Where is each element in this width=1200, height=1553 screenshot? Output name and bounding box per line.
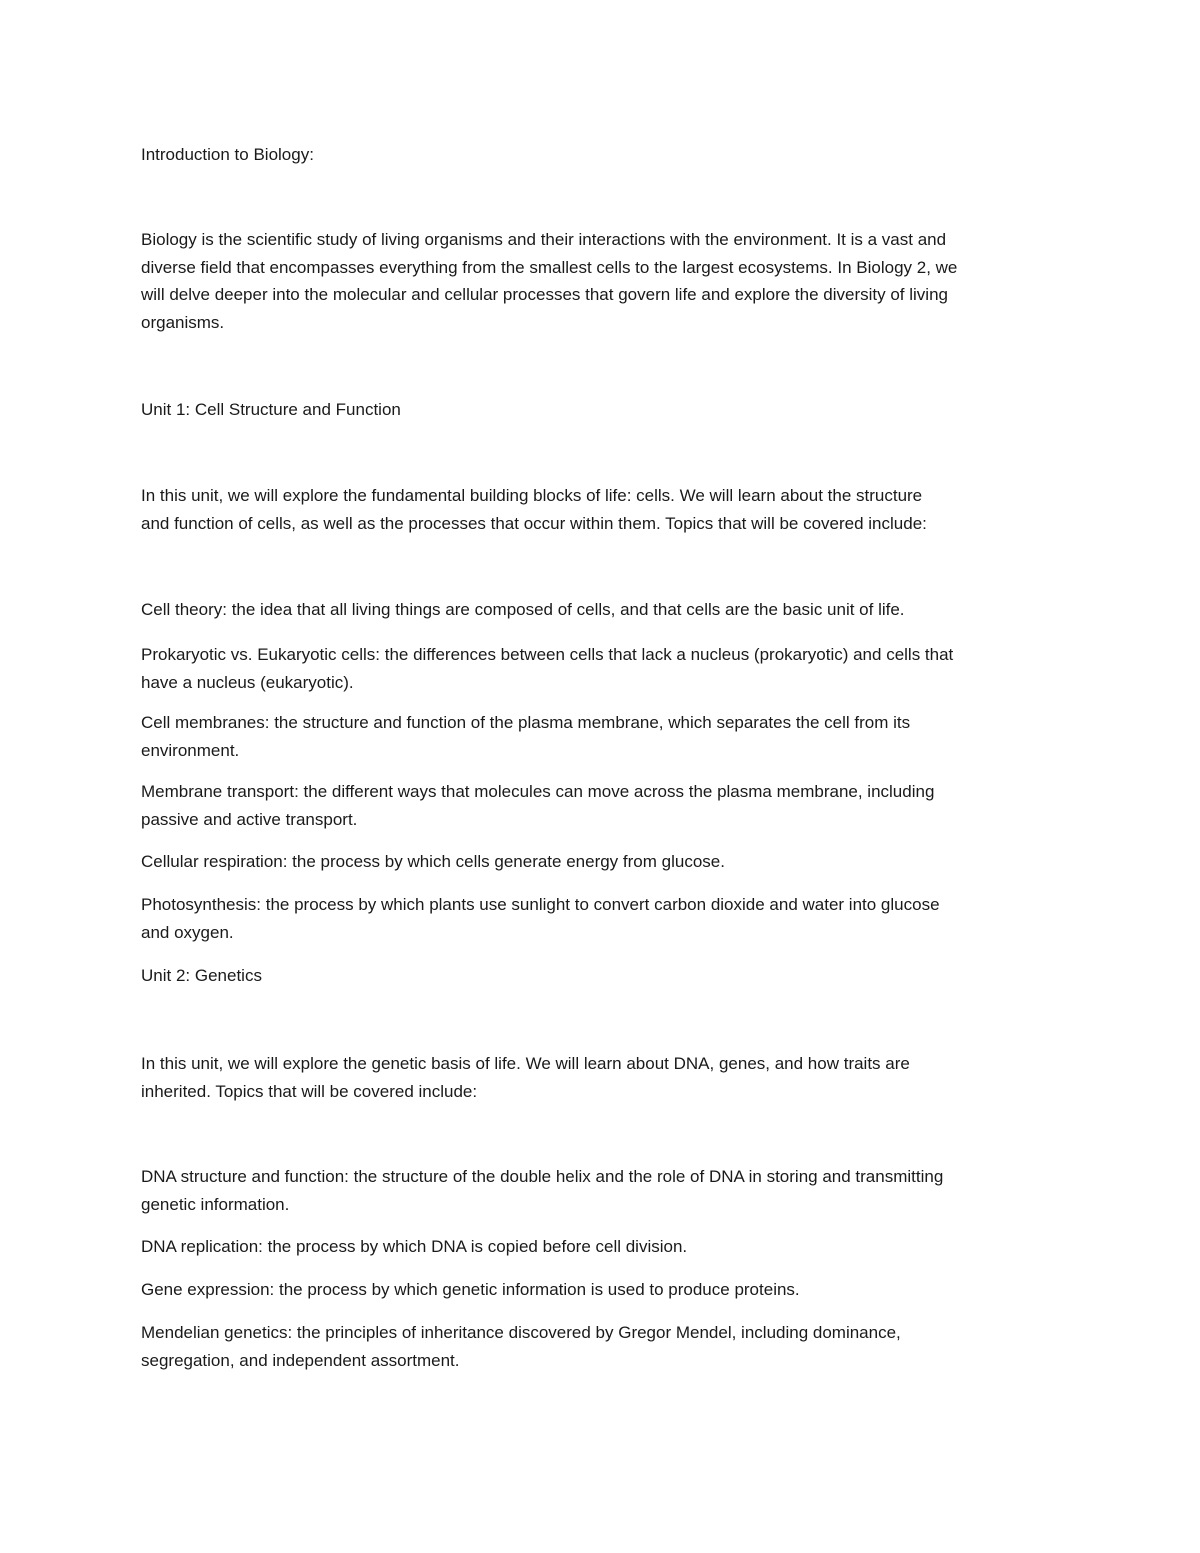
document-heading xyxy=(141,141,1056,169)
topic-line: genetic information. xyxy=(141,1194,290,1214)
topic-line: DNA replication: the process by which DNA is copied before cell division. xyxy=(141,1237,688,1256)
unit1-topic-prokaryotic-eukaryotic xyxy=(141,641,1056,696)
intro-line: Biology is the scientific study of living organisms and their interactions with the environment. It is a vast and xyxy=(141,230,947,249)
unit2-intro-line: In this unit, we will explore the genetic basis of life. We will learn about DNA, genes, and how traits are xyxy=(141,1054,910,1073)
topic-line: and oxygen. xyxy=(141,922,234,942)
unit2-title xyxy=(141,962,1056,990)
unit1-topic-cellular-respiration xyxy=(141,848,1056,876)
unit1-topic-photosynthesis xyxy=(141,891,1056,946)
unit2-topic-mendelian-genetics xyxy=(141,1319,1056,1374)
intro-line: organisms. xyxy=(141,312,225,332)
topic-line: Cellular respiration: the process by which cells generate energy from glucose. xyxy=(141,852,725,871)
unit2-topic-gene-expression xyxy=(141,1276,1056,1304)
topic-line: segregation, and independent assortment. xyxy=(141,1350,460,1370)
topic-line: Cell theory: the idea that all living things are composed of cells, and that cells are the basic unit of life. xyxy=(141,600,905,619)
topic-line: Photosynthesis: the process by which plants use sunlight to convert carbon dioxide and water into glucose xyxy=(141,895,940,914)
unit2-intro-line: inherited. Topics that will be covered include: xyxy=(141,1081,478,1101)
topic-line: have a nucleus (eukaryotic). xyxy=(141,672,354,692)
unit1-title-text: Unit 1: Cell Structure and Function xyxy=(141,400,401,419)
topic-line: Gene expression: the process by which genetic information is used to produce proteins. xyxy=(141,1280,800,1299)
unit2-topic-dna-replication xyxy=(141,1233,1056,1261)
unit1-topic-cell-theory xyxy=(141,596,1056,624)
topic-line: Prokaryotic vs. Eukaryotic cells: the differences between cells that lack a nucleus (prokaryotic) and cells that xyxy=(141,645,954,664)
unit2-topic-dna-structure xyxy=(141,1163,1056,1218)
unit1-title xyxy=(141,396,1056,424)
unit1-intro-paragraph xyxy=(141,482,1056,537)
intro-line: diverse field that encompasses everything from the smallest cells to the largest ecosystems. In Biology 2, we xyxy=(141,257,958,277)
intro-paragraph xyxy=(141,226,1056,336)
topic-line: Cell membranes: the structure and function of the plasma membrane, which separates the cell from its xyxy=(141,713,911,732)
topic-line: Membrane transport: the different ways that molecules can move across the plasma membrane, including xyxy=(141,782,935,801)
topic-line: Mendelian genetics: the principles of inheritance discovered by Gregor Mendel, including dominance, xyxy=(141,1323,901,1342)
topic-line: DNA structure and function: the structure of the double helix and the role of DNA in storing and transmitting xyxy=(141,1167,944,1186)
intro-line: will delve deeper into the molecular and cellular processes that govern life and explore the diversity of living xyxy=(141,285,948,304)
unit2-title-text: Unit 2: Genetics xyxy=(141,966,262,985)
unit2-intro-paragraph xyxy=(141,1050,1056,1105)
unit1-intro-line: and function of cells, as well as the processes that occur within them. Topics that will be covered include: xyxy=(141,513,927,533)
topic-line: environment. xyxy=(141,740,240,760)
heading-text: Introduction to Biology: xyxy=(141,145,314,164)
unit1-topic-cell-membranes xyxy=(141,709,1056,764)
topic-line: passive and active transport. xyxy=(141,809,358,829)
unit1-topic-membrane-transport xyxy=(141,778,1056,833)
unit1-intro-line: In this unit, we will explore the fundamental building blocks of life: cells. We will learn about the structure xyxy=(141,486,923,505)
